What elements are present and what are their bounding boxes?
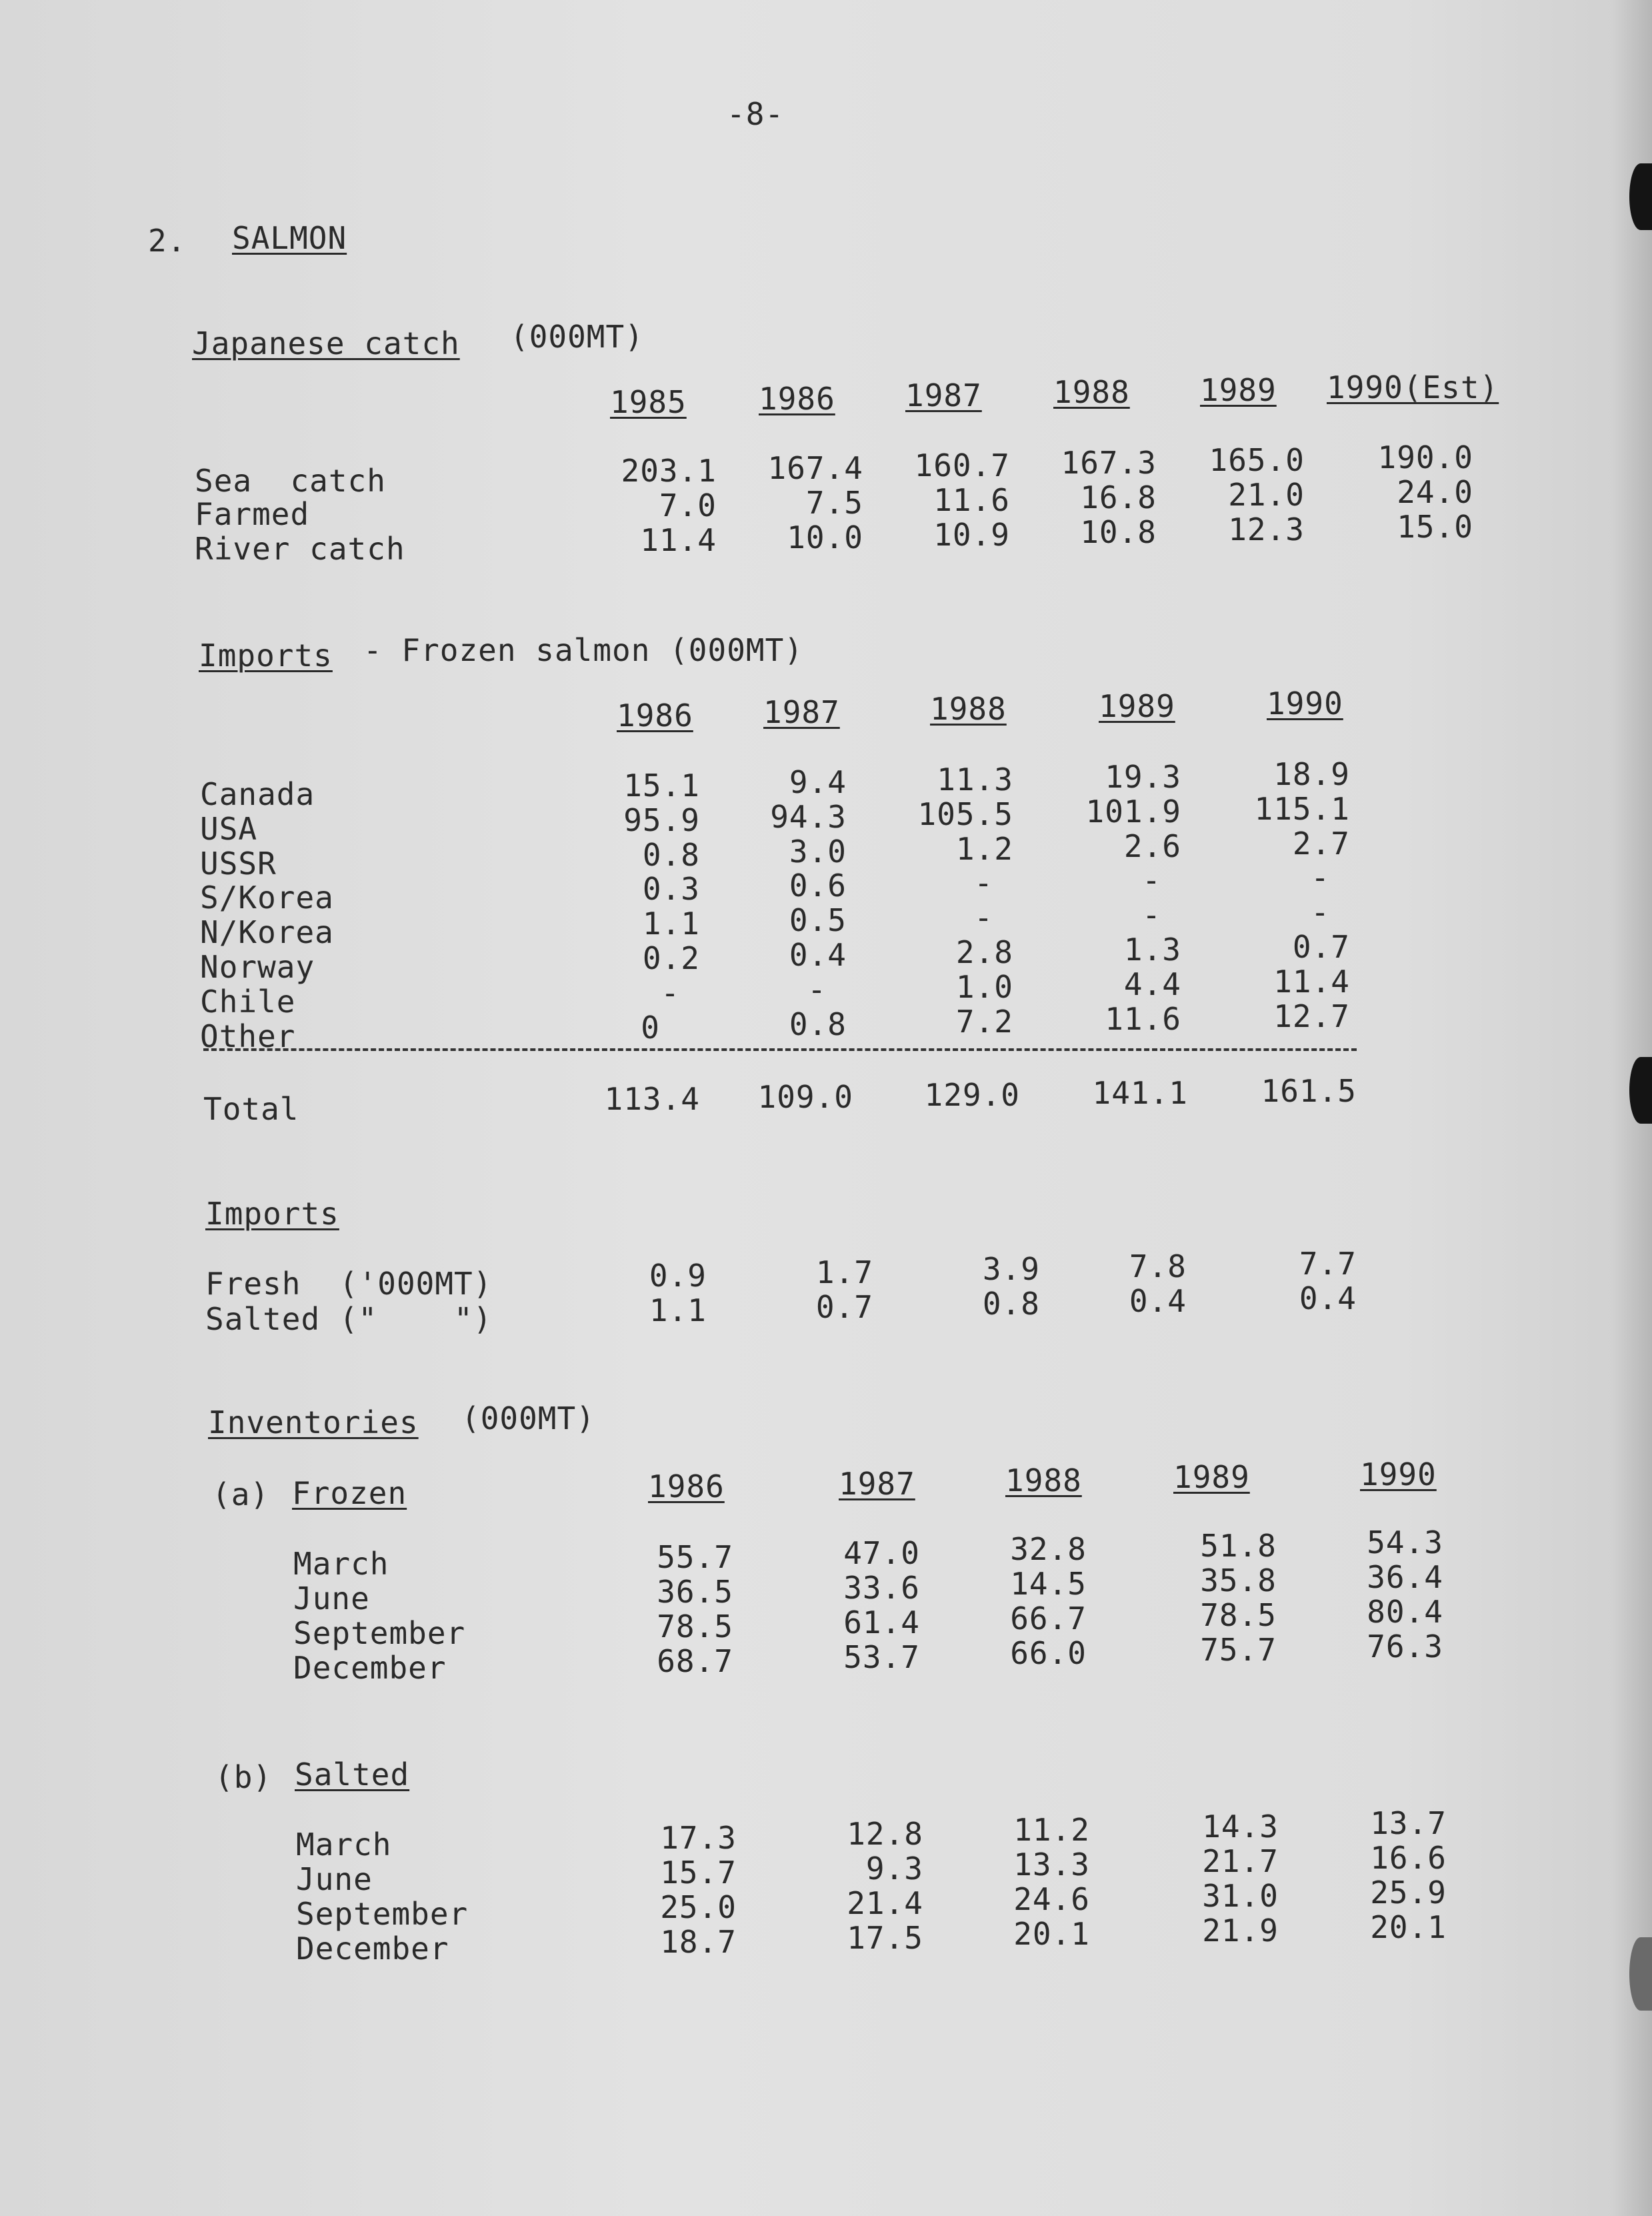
if-cell: 11.3 bbox=[937, 762, 1013, 798]
jc-cell: 203.1 bbox=[621, 453, 717, 489]
jc-cell: 167.4 bbox=[767, 450, 863, 486]
if-cell: 0.4 bbox=[789, 937, 847, 973]
if-cell: 19.3 bbox=[1105, 759, 1181, 795]
if-cell: - bbox=[807, 972, 827, 1008]
ifs-cell: 0.4 bbox=[1299, 1280, 1357, 1316]
if-cell: - bbox=[1311, 860, 1330, 896]
section-title: SALMON bbox=[232, 220, 347, 256]
if-year: 1988 bbox=[930, 691, 1007, 727]
jc-cell: 15.0 bbox=[1397, 509, 1473, 545]
if-cell: 12.7 bbox=[1273, 998, 1350, 1034]
jc-cell: 10.9 bbox=[933, 517, 1010, 553]
inv-frozen-label: March bbox=[293, 1546, 389, 1582]
if-cell: - bbox=[1311, 894, 1330, 930]
if-cell: 18.9 bbox=[1273, 756, 1350, 792]
inv-frozen-cell: 36.5 bbox=[657, 1574, 733, 1610]
if-cell: 0.7 bbox=[1292, 929, 1350, 965]
if-year: 1986 bbox=[617, 698, 693, 734]
inv-salted-cell: 17.5 bbox=[847, 1920, 923, 1956]
if-cell: - bbox=[1142, 897, 1161, 933]
inv-frozen-cell: 66.7 bbox=[1010, 1600, 1087, 1636]
ifs-cell: 7.7 bbox=[1299, 1246, 1357, 1282]
inv-salted-label: June bbox=[296, 1861, 373, 1897]
ifs-cell: 0.4 bbox=[1129, 1283, 1187, 1319]
jc-cell: 16.8 bbox=[1080, 479, 1157, 515]
if-cell: 2.6 bbox=[1123, 828, 1181, 864]
inv-salted-cell: 20.1 bbox=[1013, 1916, 1090, 1952]
binder-hole-bottom bbox=[1629, 1937, 1652, 2011]
if-total-cell: 161.5 bbox=[1261, 1073, 1357, 1109]
ifs-cell: 1.1 bbox=[649, 1292, 707, 1328]
if-cell: 15.1 bbox=[623, 768, 700, 804]
if-total-cell: 141.1 bbox=[1092, 1075, 1188, 1111]
frozen-prefix: (a) bbox=[212, 1476, 270, 1512]
inv-frozen-label: September bbox=[293, 1615, 466, 1651]
if-cell: - bbox=[974, 865, 993, 901]
if-cell: 1.1 bbox=[642, 906, 700, 942]
inv-salted-cell: 13.3 bbox=[1013, 1847, 1090, 1883]
jc-cell: 11.4 bbox=[640, 522, 717, 558]
inv-year: 1989 bbox=[1173, 1459, 1250, 1495]
if-total-cell: 129.0 bbox=[924, 1077, 1020, 1113]
if-cell: 0.8 bbox=[789, 1006, 847, 1042]
if-row-label: Chile bbox=[200, 984, 296, 1020]
jc-cell: 21.0 bbox=[1228, 477, 1305, 513]
inv-salted-label: March bbox=[296, 1827, 392, 1863]
inv-frozen-cell: 33.6 bbox=[843, 1570, 920, 1606]
inv-salted-cell: 18.7 bbox=[660, 1924, 737, 1960]
if-cell: 0 bbox=[641, 1010, 660, 1046]
inv-salted-cell: 11.2 bbox=[1013, 1812, 1090, 1848]
inv-salted-cell: 9.3 bbox=[865, 1851, 923, 1887]
if-cell: 11.6 bbox=[1105, 1001, 1181, 1037]
ifs-row-label: Salted (" ") bbox=[205, 1301, 493, 1337]
page-number: -8- bbox=[727, 96, 785, 132]
jc-cell: 12.3 bbox=[1228, 511, 1305, 547]
inv-frozen-cell: 53.7 bbox=[843, 1639, 920, 1675]
inv-salted-cell: 12.8 bbox=[847, 1816, 923, 1852]
inv-frozen-cell: 47.0 bbox=[843, 1535, 920, 1571]
if-total-label: Total bbox=[203, 1091, 299, 1127]
inv-salted-cell: 14.3 bbox=[1202, 1809, 1279, 1845]
inv-salted-cell: 16.6 bbox=[1370, 1840, 1447, 1876]
inv-frozen-cell: 76.3 bbox=[1367, 1628, 1443, 1665]
if-cell: 7.2 bbox=[955, 1004, 1013, 1040]
jc-cell: 167.3 bbox=[1061, 445, 1157, 481]
jc-cell: 7.0 bbox=[659, 487, 717, 523]
jc-cell: 7.5 bbox=[805, 485, 863, 521]
if-cell: 0.2 bbox=[642, 940, 700, 976]
inv-salted-cell: 15.7 bbox=[660, 1855, 737, 1891]
if-cell: 0.5 bbox=[789, 902, 847, 938]
imports-fresh-salted-heading: Imports bbox=[205, 1196, 339, 1232]
inv-frozen-cell: 78.5 bbox=[657, 1608, 733, 1644]
if-cell: 1.0 bbox=[955, 969, 1013, 1005]
inv-year: 1988 bbox=[1005, 1462, 1082, 1498]
jc-cell: 24.0 bbox=[1397, 474, 1473, 510]
if-row-label: USA bbox=[200, 811, 258, 847]
if-cell: 1.2 bbox=[955, 831, 1013, 867]
inv-salted-cell: 21.9 bbox=[1202, 1913, 1279, 1949]
jc-year: 1990(Est) bbox=[1327, 369, 1499, 405]
if-cell: 2.7 bbox=[1292, 826, 1350, 862]
inv-salted-label: December bbox=[296, 1931, 449, 1967]
if-row-label: USSR bbox=[200, 846, 277, 882]
salted-prefix: (b) bbox=[215, 1759, 273, 1795]
if-cell: 3.0 bbox=[789, 834, 847, 870]
inv-salted-label: September bbox=[296, 1896, 469, 1932]
jc-year: 1988 bbox=[1053, 374, 1130, 410]
if-row-label: Other bbox=[200, 1018, 296, 1054]
ifs-row-label: Fresh ('000MT) bbox=[205, 1266, 493, 1302]
jc-cell: 160.7 bbox=[914, 447, 1010, 483]
if-cell: 0.6 bbox=[789, 868, 847, 904]
inv-frozen-label: June bbox=[293, 1580, 370, 1616]
japanese-catch-heading: Japanese catch bbox=[192, 325, 460, 361]
inv-salted-cell: 20.1 bbox=[1370, 1909, 1447, 1945]
imports-frozen-heading: Imports bbox=[199, 638, 333, 674]
if-row-label: S/Korea bbox=[200, 880, 334, 916]
ifs-cell: 1.7 bbox=[815, 1254, 873, 1290]
inv-salted-cell: 25.9 bbox=[1370, 1875, 1447, 1911]
inv-frozen-cell: 75.7 bbox=[1200, 1632, 1277, 1668]
ifs-cell: 0.7 bbox=[815, 1289, 873, 1325]
inv-salted-cell: 17.3 bbox=[660, 1820, 737, 1856]
inv-salted-cell: 21.7 bbox=[1202, 1843, 1279, 1879]
if-cell: 0.8 bbox=[642, 837, 700, 873]
if-year: 1989 bbox=[1099, 688, 1175, 724]
ifs-cell: 7.8 bbox=[1129, 1248, 1187, 1284]
ifs-cell: 0.9 bbox=[649, 1258, 707, 1294]
if-cell: 105.5 bbox=[917, 796, 1013, 832]
inv-salted-cell: 21.4 bbox=[847, 1885, 923, 1921]
if-cell: 94.3 bbox=[770, 799, 847, 835]
inv-frozen-cell: 78.5 bbox=[1200, 1597, 1277, 1633]
if-cell: 4.4 bbox=[1123, 966, 1181, 1002]
inv-salted-cell: 25.0 bbox=[660, 1889, 737, 1925]
ifs-cell: 3.9 bbox=[982, 1251, 1040, 1287]
inv-frozen-cell: 35.8 bbox=[1200, 1562, 1277, 1598]
if-cell: 115.1 bbox=[1254, 791, 1350, 827]
jc-cell: 190.0 bbox=[1377, 439, 1473, 475]
jc-year: 1987 bbox=[905, 377, 982, 413]
inv-frozen-cell: 14.5 bbox=[1010, 1566, 1087, 1602]
ifs-cell: 0.8 bbox=[982, 1286, 1040, 1322]
if-total-cell: 113.4 bbox=[604, 1081, 700, 1117]
inv-frozen-cell: 54.3 bbox=[1367, 1524, 1443, 1560]
salted-title: Salted bbox=[295, 1757, 410, 1793]
jc-cell: 10.0 bbox=[787, 519, 863, 556]
inv-frozen-cell: 66.0 bbox=[1010, 1635, 1087, 1671]
if-row-label: Norway bbox=[200, 949, 315, 985]
inventories-heading: Inventories bbox=[208, 1404, 419, 1440]
binder-hole-top bbox=[1629, 163, 1652, 230]
jc-cell: 10.8 bbox=[1080, 514, 1157, 550]
if-row-label: N/Korea bbox=[200, 914, 334, 950]
frozen-title: Frozen bbox=[292, 1475, 407, 1511]
imports-frozen-subtitle: - Frozen salmon (000MT) bbox=[363, 632, 803, 668]
if-year: 1987 bbox=[763, 694, 840, 730]
if-cell: - bbox=[1142, 862, 1161, 898]
inv-frozen-cell: 51.8 bbox=[1200, 1528, 1277, 1564]
inv-frozen-cell: 36.4 bbox=[1367, 1559, 1443, 1595]
if-cell: - bbox=[661, 975, 680, 1011]
inventories-unit: (000MT) bbox=[461, 1400, 595, 1436]
if-cell: 101.9 bbox=[1085, 794, 1181, 830]
jc-cell: 11.6 bbox=[933, 482, 1010, 518]
jc-year: 1989 bbox=[1200, 372, 1277, 408]
inv-frozen-cell: 68.7 bbox=[657, 1643, 733, 1679]
jc-row-label: Sea catch bbox=[195, 463, 386, 499]
inv-year: 1986 bbox=[648, 1468, 725, 1504]
inv-salted-cell: 24.6 bbox=[1013, 1881, 1090, 1917]
inv-year: 1990 bbox=[1360, 1456, 1437, 1492]
jc-year: 1986 bbox=[759, 381, 835, 417]
total-separator bbox=[203, 1048, 1357, 1051]
inv-frozen-label: December bbox=[293, 1650, 447, 1686]
if-cell: 11.4 bbox=[1273, 964, 1350, 1000]
if-cell: 2.8 bbox=[955, 934, 1013, 970]
section-number: 2. bbox=[148, 223, 187, 259]
if-row-label: Canada bbox=[200, 776, 315, 812]
jc-row-label: River catch bbox=[195, 531, 405, 567]
if-cell: 1.3 bbox=[1123, 932, 1181, 968]
jc-row-label: Farmed bbox=[195, 496, 310, 532]
inv-frozen-cell: 55.7 bbox=[657, 1539, 733, 1575]
binder-hole-middle bbox=[1629, 1057, 1652, 1124]
jc-year: 1985 bbox=[610, 384, 687, 420]
inv-salted-cell: 13.7 bbox=[1370, 1805, 1447, 1841]
if-cell: 9.4 bbox=[789, 764, 847, 800]
if-year: 1990 bbox=[1267, 686, 1343, 722]
inv-frozen-cell: 80.4 bbox=[1367, 1594, 1443, 1630]
if-cell: 0.3 bbox=[642, 871, 700, 907]
jc-cell: 165.0 bbox=[1209, 442, 1305, 478]
if-cell: - bbox=[974, 900, 993, 936]
if-total-cell: 109.0 bbox=[757, 1079, 853, 1115]
inv-frozen-cell: 32.8 bbox=[1010, 1531, 1087, 1567]
if-cell: 95.9 bbox=[623, 802, 700, 838]
inv-salted-cell: 31.0 bbox=[1202, 1878, 1279, 1914]
japanese-catch-unit: (000MT) bbox=[510, 319, 644, 355]
inv-year: 1987 bbox=[839, 1466, 915, 1502]
inv-frozen-cell: 61.4 bbox=[843, 1604, 920, 1640]
